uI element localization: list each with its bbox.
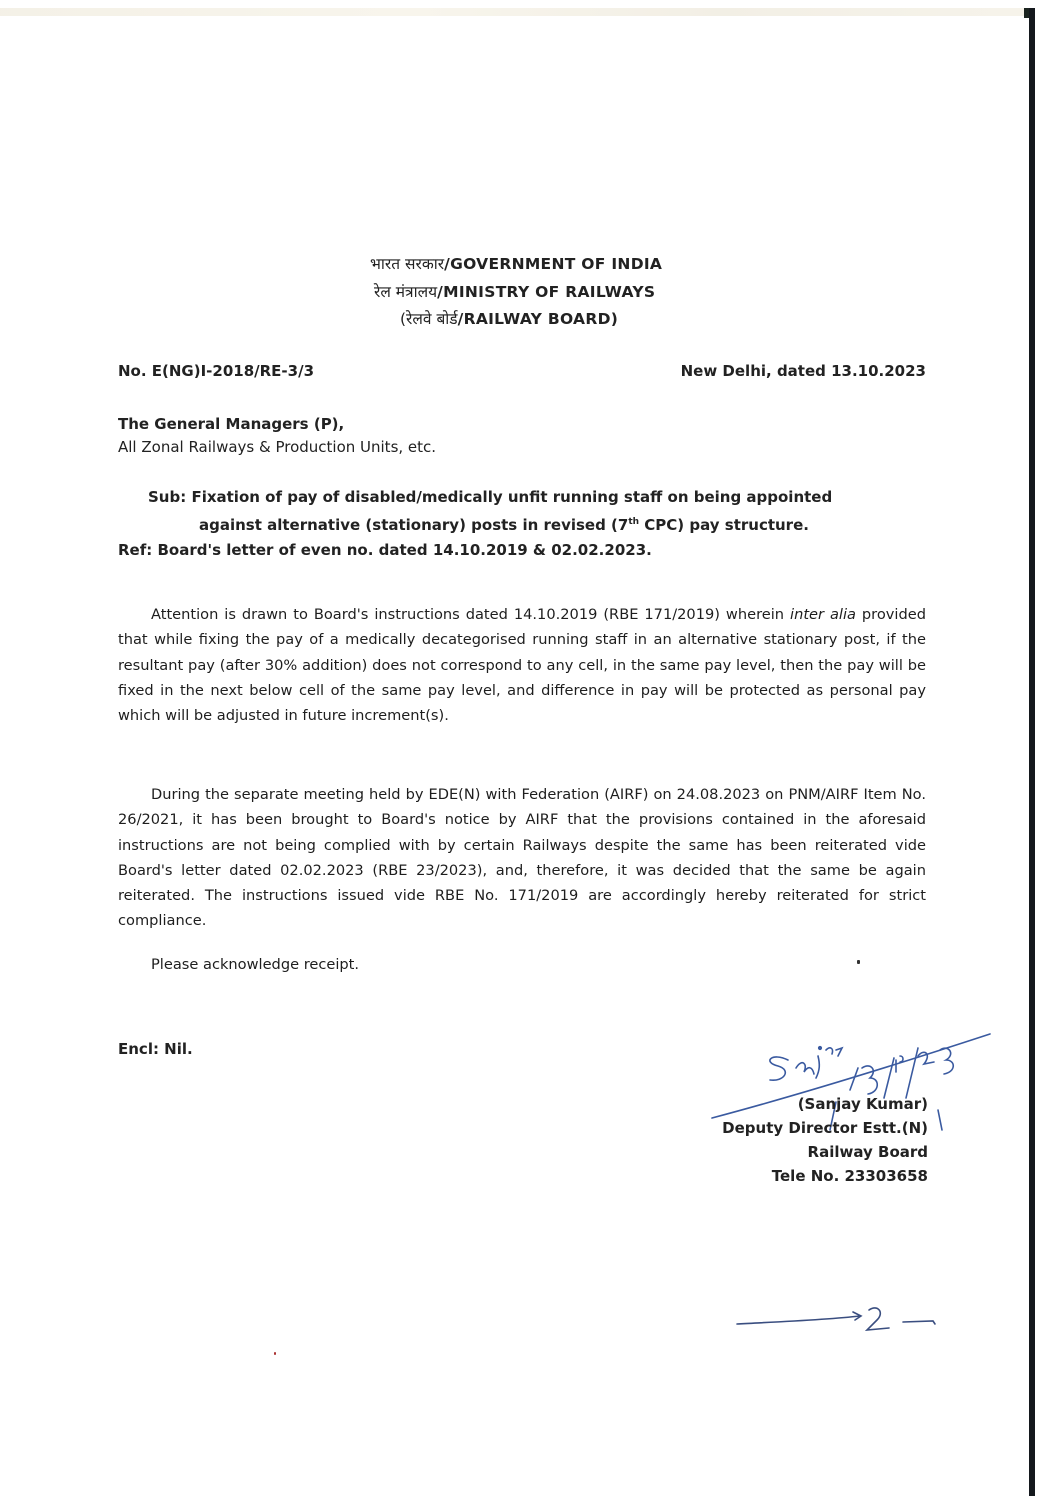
signatory-office: Railway Board (807, 1143, 928, 1161)
paragraph-text: During the separate meeting held by EDE(N) with Federation (AIRF) on 24.08.2023 on PNM/AIRF Item No. 26/2021, it has been brought to Board's notice by AIRF that the provisions contained in the aforesaid instructions are not being complied with by certain Railways despite the same has been reiterated vide Board's letter dated 02.02.2023 (RBE 23/2023), and, therefore, it was decided that the same be again reiterated. The instructions issued vide RBE No. 171/2019 are accordingly hereby reiterated for strict compliance. (118, 786, 926, 930)
separator: / (457, 310, 464, 328)
subject-text: CPC) pay structure. (639, 516, 809, 534)
subject-text: Fixation of pay of disabled/medically unfit running staff on being appointed (191, 488, 833, 506)
addressee (118, 413, 436, 459)
italic-text: inter alia (790, 606, 856, 623)
letterhead-english-text: GOVERNMENT OF INDIA (450, 255, 663, 273)
reference-line (118, 538, 928, 563)
separator: / (437, 283, 444, 301)
letter-number: No. E(NG)I-2018/RE-3/3 (118, 362, 315, 380)
letterhead-ministry (374, 278, 655, 306)
letterhead-english-text: RAILWAY BOARD) (463, 310, 619, 328)
scan-speck (857, 960, 860, 964)
paragraph-text: Attention is drawn to Board's instructions dated 14.10.2019 (RBE 171/2019) wherein (151, 606, 791, 623)
superscript: th (628, 517, 640, 527)
paragraph-text: Please acknowledge receipt. (151, 956, 360, 973)
letterhead-english-text: MINISTRY OF RAILWAYS (443, 283, 656, 301)
signature-block (700, 1092, 928, 1188)
subject-label: Sub: (148, 488, 187, 506)
subject-block (118, 485, 928, 563)
subject-line-2 (148, 510, 928, 538)
letterhead-hindi-text: भारत सरकार (370, 255, 445, 273)
signatory-designation: Deputy Director Estt.(N) (722, 1119, 928, 1137)
page-continuation-mark-icon (735, 1300, 965, 1340)
reference-label: Ref: (118, 541, 153, 559)
signatory-phone: Tele No. 23303658 (771, 1167, 928, 1185)
enclosure-note: Encl: Nil. (118, 1040, 193, 1058)
letterhead-board (400, 305, 618, 333)
letterhead-hindi-text: (रेलवे बोर्ड (400, 310, 458, 328)
scan-top-edge (0, 8, 1030, 16)
paragraph-text: provided that while fixing the pay of a medically decategorised running staff in an alternative stationary post, if the resultant pay (after 30% addition) does not correspond to any cell, in the same pay level, then the pay will be fixed in the next below cell of the same pay level, and difference in pay will be protected as personal pay which will be adjusted in future increment(s). (118, 606, 926, 725)
body-paragraph-3 (118, 952, 926, 977)
subject-text: against alternative (stationary) posts in revised (7 (199, 516, 629, 534)
addressee-title: The General Managers (P), (118, 415, 345, 433)
reference-text: Board's letter of even no. dated 14.10.2019 & 02.02.2023. (157, 541, 652, 559)
scan-right-edge (1029, 8, 1035, 1496)
letterhead-hindi-text: रेल मंत्रालय (374, 283, 438, 301)
subject-line-1 (148, 485, 928, 510)
signatory-name: (Sanjay Kumar) (797, 1095, 928, 1113)
letterhead-government (370, 250, 662, 278)
scan-speck (274, 1352, 276, 1355)
addressee-detail: All Zonal Railways & Production Units, etc. (118, 438, 437, 456)
body-paragraph-2 (118, 782, 926, 934)
separator: / (444, 255, 451, 273)
letter-date: New Delhi, dated 13.10.2023 (680, 362, 926, 380)
body-paragraph-1 (118, 602, 926, 728)
